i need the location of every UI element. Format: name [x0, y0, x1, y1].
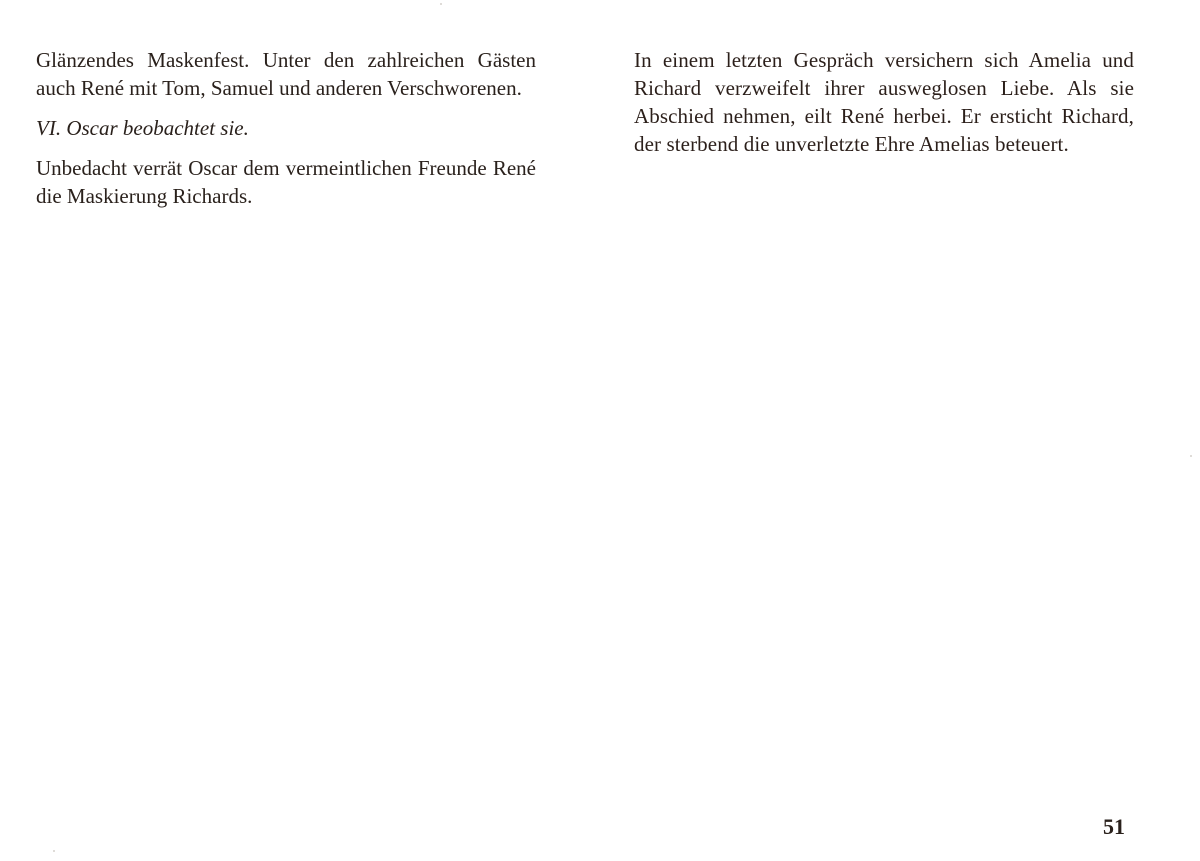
scene-heading-vi: VI. Oscar beobachtet sie.	[36, 116, 249, 140]
left-paragraph-oscar-reveals: Unbedacht verrät Oscar dem vermeintlichen Freunde René die Maskierung Richards.	[36, 156, 536, 208]
right-column	[634, 46, 1134, 158]
paper-speck	[53, 850, 55, 852]
left-paragraph-masked-ball: Glänzendes Maskenfest. Unter den zahlreichen Gästen auch René mit Tom, Samuel und anderen Verschworenen.	[36, 48, 536, 100]
paper-speck	[1190, 455, 1192, 457]
paper-speck	[440, 3, 442, 5]
page-number: 51	[1103, 814, 1125, 839]
left-column	[36, 46, 536, 220]
right-paragraph-final-conversation: In einem letzten Gespräch versichern sich Amelia und Richard verzweifelt ihrer ausweglosen Liebe. Als sie Abschied nehmen, eilt René herbei. Er ersticht Richard, der sterbend die unverletzte Ehre Amelias beteuert.	[634, 48, 1134, 156]
